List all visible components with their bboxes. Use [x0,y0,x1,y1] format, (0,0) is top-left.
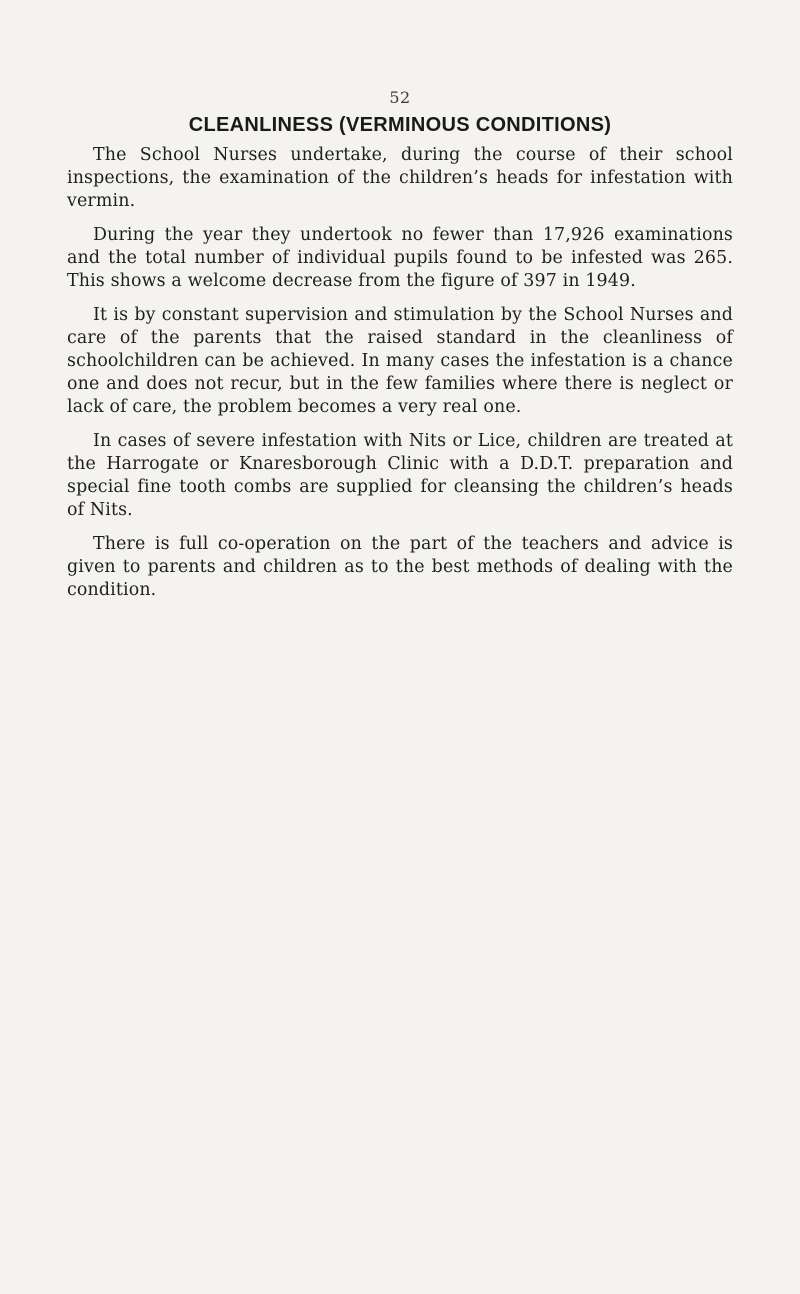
paragraph-examinations: During the year they undertook no fewer than 17,926 examinations and the total number of individual pupils found to be infested was 265. This shows a welcome decrease from the figure of 397 in 1949. [67,225,733,291]
page-number: 52 [389,88,411,107]
page-title: CLEANLINESS (VERMINOUS CONDITIONS) [188,114,612,136]
paragraph-co-operation: There is full co-operation on the part of the teachers and advice is given to parents and children as to the best methods of dealing with the condition. [67,534,733,600]
paragraph-inspections: The School Nurses undertake, during the course of their school inspections, the examination of the children’s heads for infestation with vermin. [67,145,733,211]
paragraph-supervision: It is by constant supervision and stimulation by the School Nurses and care of the parents that the raised standard in the cleanliness of schoolchildren can be achieved. In many cases the infestation is a chance one and does not recur, but in the few families where there is neglect or lack of care, the problem becomes a very real one. [67,305,733,417]
paragraph-treatment: In cases of severe infestation with Nits or Lice, children are treated at the Harrogate or Knaresborough Clinic with a D.D.T. preparation and special fine tooth combs are supplied for cleansing the children’s heads of Nits. [67,431,733,520]
body-text [67,144,733,613]
